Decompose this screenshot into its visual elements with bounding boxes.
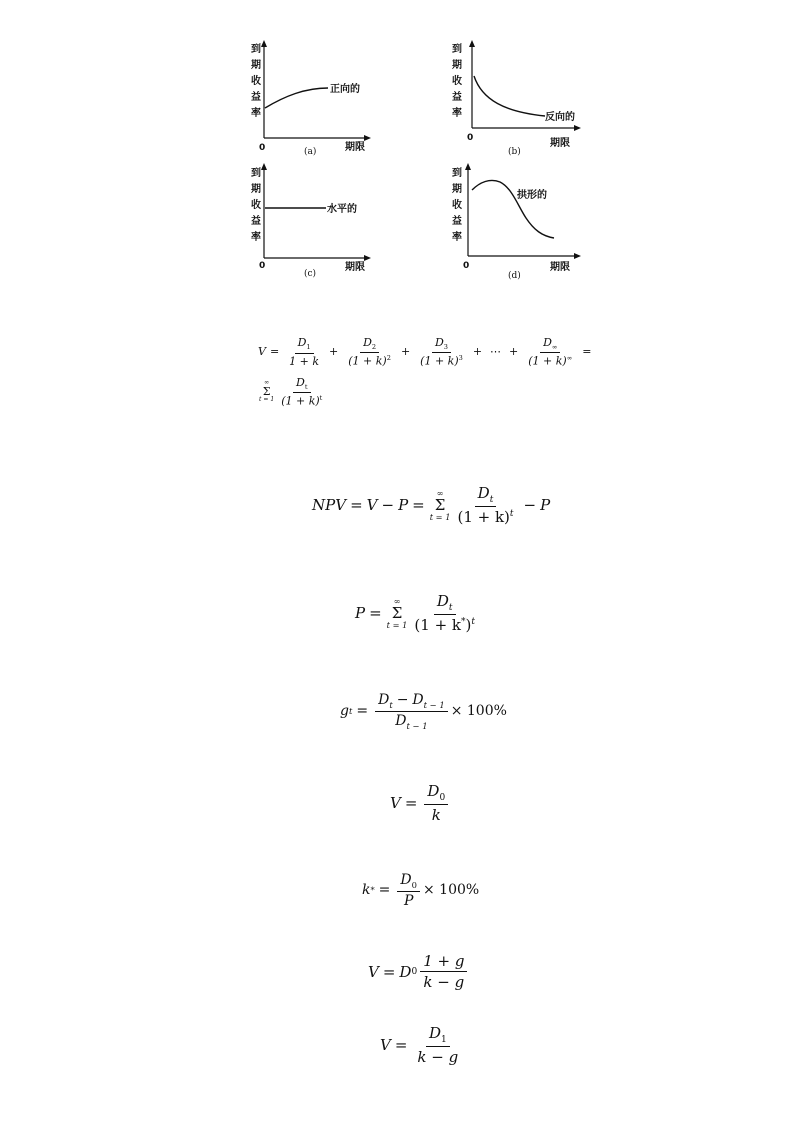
curve-label: 反向的 bbox=[545, 112, 575, 123]
svg-text:期: 期 bbox=[452, 60, 462, 71]
svg-text:到: 到 bbox=[251, 44, 261, 55]
yield-curve-panel-c bbox=[240, 160, 380, 282]
fraction: $\frac{D_t - D_{t - 1}}{D_{t - 1}}$ bbox=[375, 692, 448, 731]
svg-text:收: 收 bbox=[251, 76, 261, 87]
fraction: $\frac{D_t}{(1 + k)^t}$ bbox=[457, 484, 514, 526]
origin-label: 0 bbox=[467, 133, 474, 143]
svg-text:到: 到 bbox=[452, 168, 462, 179]
svg-text:率: 率 bbox=[251, 108, 261, 119]
equation-implied-return: k * = $\frac{D_0}{P}$ × 100% bbox=[362, 872, 480, 909]
fraction: $\frac{1 + g}{k - g}$ bbox=[420, 952, 467, 991]
equation-zero-growth: V = $\frac{D_0}{k}$ bbox=[390, 782, 451, 824]
eq-lhs: P bbox=[355, 604, 366, 622]
y-axis-label bbox=[452, 42, 462, 119]
equation-constant-growth-d1: V = $\frac{D_1}{k - g}$ bbox=[380, 1024, 464, 1066]
equation-dividend-discount-line2 bbox=[258, 376, 328, 408]
svg-text:益: 益 bbox=[452, 216, 462, 227]
equation-internal-rate: P = ∞ Σ t = 1 $\frac{D_t}{(1 + k^*)^t}$ bbox=[355, 592, 481, 634]
y-axis-arrow bbox=[465, 163, 471, 170]
eq-plus: + bbox=[329, 345, 339, 359]
x-axis-arrow bbox=[364, 135, 371, 141]
eq-lhs: NPV bbox=[312, 496, 347, 514]
summation: ∞ Σ t = 1 bbox=[429, 488, 451, 522]
eq-ellipsis: ⋯ bbox=[490, 345, 502, 359]
origin-label: 0 bbox=[259, 143, 266, 153]
svg-text:益: 益 bbox=[251, 216, 261, 227]
svg-text:到: 到 bbox=[452, 44, 462, 55]
yield-curve-panel-b bbox=[450, 38, 590, 158]
y-axis-label bbox=[452, 166, 462, 243]
eq-plus: + bbox=[472, 345, 483, 359]
svg-text:期: 期 bbox=[452, 184, 462, 195]
y-axis-label bbox=[251, 42, 261, 119]
eq-equals: = bbox=[269, 345, 280, 359]
svg-text:益: 益 bbox=[251, 92, 261, 103]
panel-caption: (a) bbox=[304, 147, 317, 157]
panel-caption: (d) bbox=[508, 271, 521, 281]
summation: ∞ Σ t = 1 bbox=[386, 596, 408, 630]
svg-text:收: 收 bbox=[452, 76, 462, 87]
fraction: $\frac{D_t}{(1 + k^*)^t}$ bbox=[414, 592, 475, 634]
panel-caption: (b) bbox=[508, 147, 521, 157]
equation-growth-rate: g t = $\frac{D_t - D_{t - 1}}{D_{t - 1}}$ × 100% bbox=[340, 692, 507, 731]
fraction-term-n: $\frac{D_\infty}{(1 + k)^\infty}$ bbox=[528, 336, 573, 368]
svg-text:收: 收 bbox=[452, 200, 462, 211]
fraction: $\frac{D_0}{P}$ bbox=[397, 872, 420, 909]
curve-label: 正向的 bbox=[330, 84, 360, 95]
fraction: $\frac{D_1}{k - g}$ bbox=[417, 1024, 459, 1066]
fraction: $\frac{D_0}{k}$ bbox=[424, 782, 448, 824]
summation: ∞ Σ t = 1 bbox=[259, 379, 275, 404]
yield-curve-panel-a bbox=[240, 38, 380, 158]
x-axis-arrow bbox=[364, 255, 371, 261]
x-axis-label: 期限 bbox=[550, 138, 570, 149]
eq-plus: + bbox=[509, 345, 519, 359]
yield-curve bbox=[474, 76, 545, 116]
svg-text:率: 率 bbox=[452, 108, 462, 119]
curve-label: 水平的 bbox=[327, 204, 357, 215]
y-axis-arrow bbox=[261, 40, 267, 47]
y-axis-label bbox=[251, 166, 261, 243]
fraction-term-3: $\frac{D_3}{(1 + k)^3}$ bbox=[420, 336, 463, 368]
svg-text:率: 率 bbox=[452, 232, 462, 243]
origin-label: 0 bbox=[463, 261, 470, 271]
svg-text:期: 期 bbox=[251, 184, 261, 195]
svg-text:到: 到 bbox=[251, 168, 261, 179]
svg-text:率: 率 bbox=[251, 232, 261, 243]
equation-npv: NPV = V − P = ∞ Σ t = 1 $\frac{D_t}{(1 + k)^t}$ − P bbox=[312, 484, 551, 526]
x-axis-arrow bbox=[574, 253, 581, 259]
svg-text:期: 期 bbox=[251, 60, 261, 71]
eq-lhs: V bbox=[258, 345, 266, 359]
equation-dividend-discount-line1 bbox=[258, 336, 595, 368]
fraction-term-1: $\frac{D_1}{1 + k}$ bbox=[289, 336, 320, 368]
svg-text:益: 益 bbox=[452, 92, 462, 103]
y-axis-arrow bbox=[469, 40, 475, 47]
x-axis-label: 期限 bbox=[345, 142, 365, 153]
x-axis-label: 期限 bbox=[345, 262, 365, 273]
y-axis-arrow bbox=[261, 163, 267, 170]
x-axis-label: 期限 bbox=[550, 262, 570, 273]
yield-curve bbox=[265, 88, 328, 108]
fraction-term-t: $\frac{D_t}{(1 + k)^t}$ bbox=[281, 376, 323, 408]
eq-equals: = bbox=[582, 345, 592, 359]
curve-label: 拱形的 bbox=[517, 190, 547, 201]
eq-plus: + bbox=[400, 345, 411, 359]
fraction-term-2: $\frac{D_2}{(1 + k)^2}$ bbox=[348, 336, 391, 368]
origin-label: 0 bbox=[259, 261, 266, 271]
x-axis-arrow bbox=[574, 125, 581, 131]
equation-constant-growth-d0: V = D 0 $\frac{1 + g}{k - g}$ bbox=[368, 952, 470, 991]
yield-curve-panel-d bbox=[450, 160, 590, 282]
svg-text:收: 收 bbox=[251, 200, 261, 211]
panel-caption: (c) bbox=[304, 269, 317, 279]
